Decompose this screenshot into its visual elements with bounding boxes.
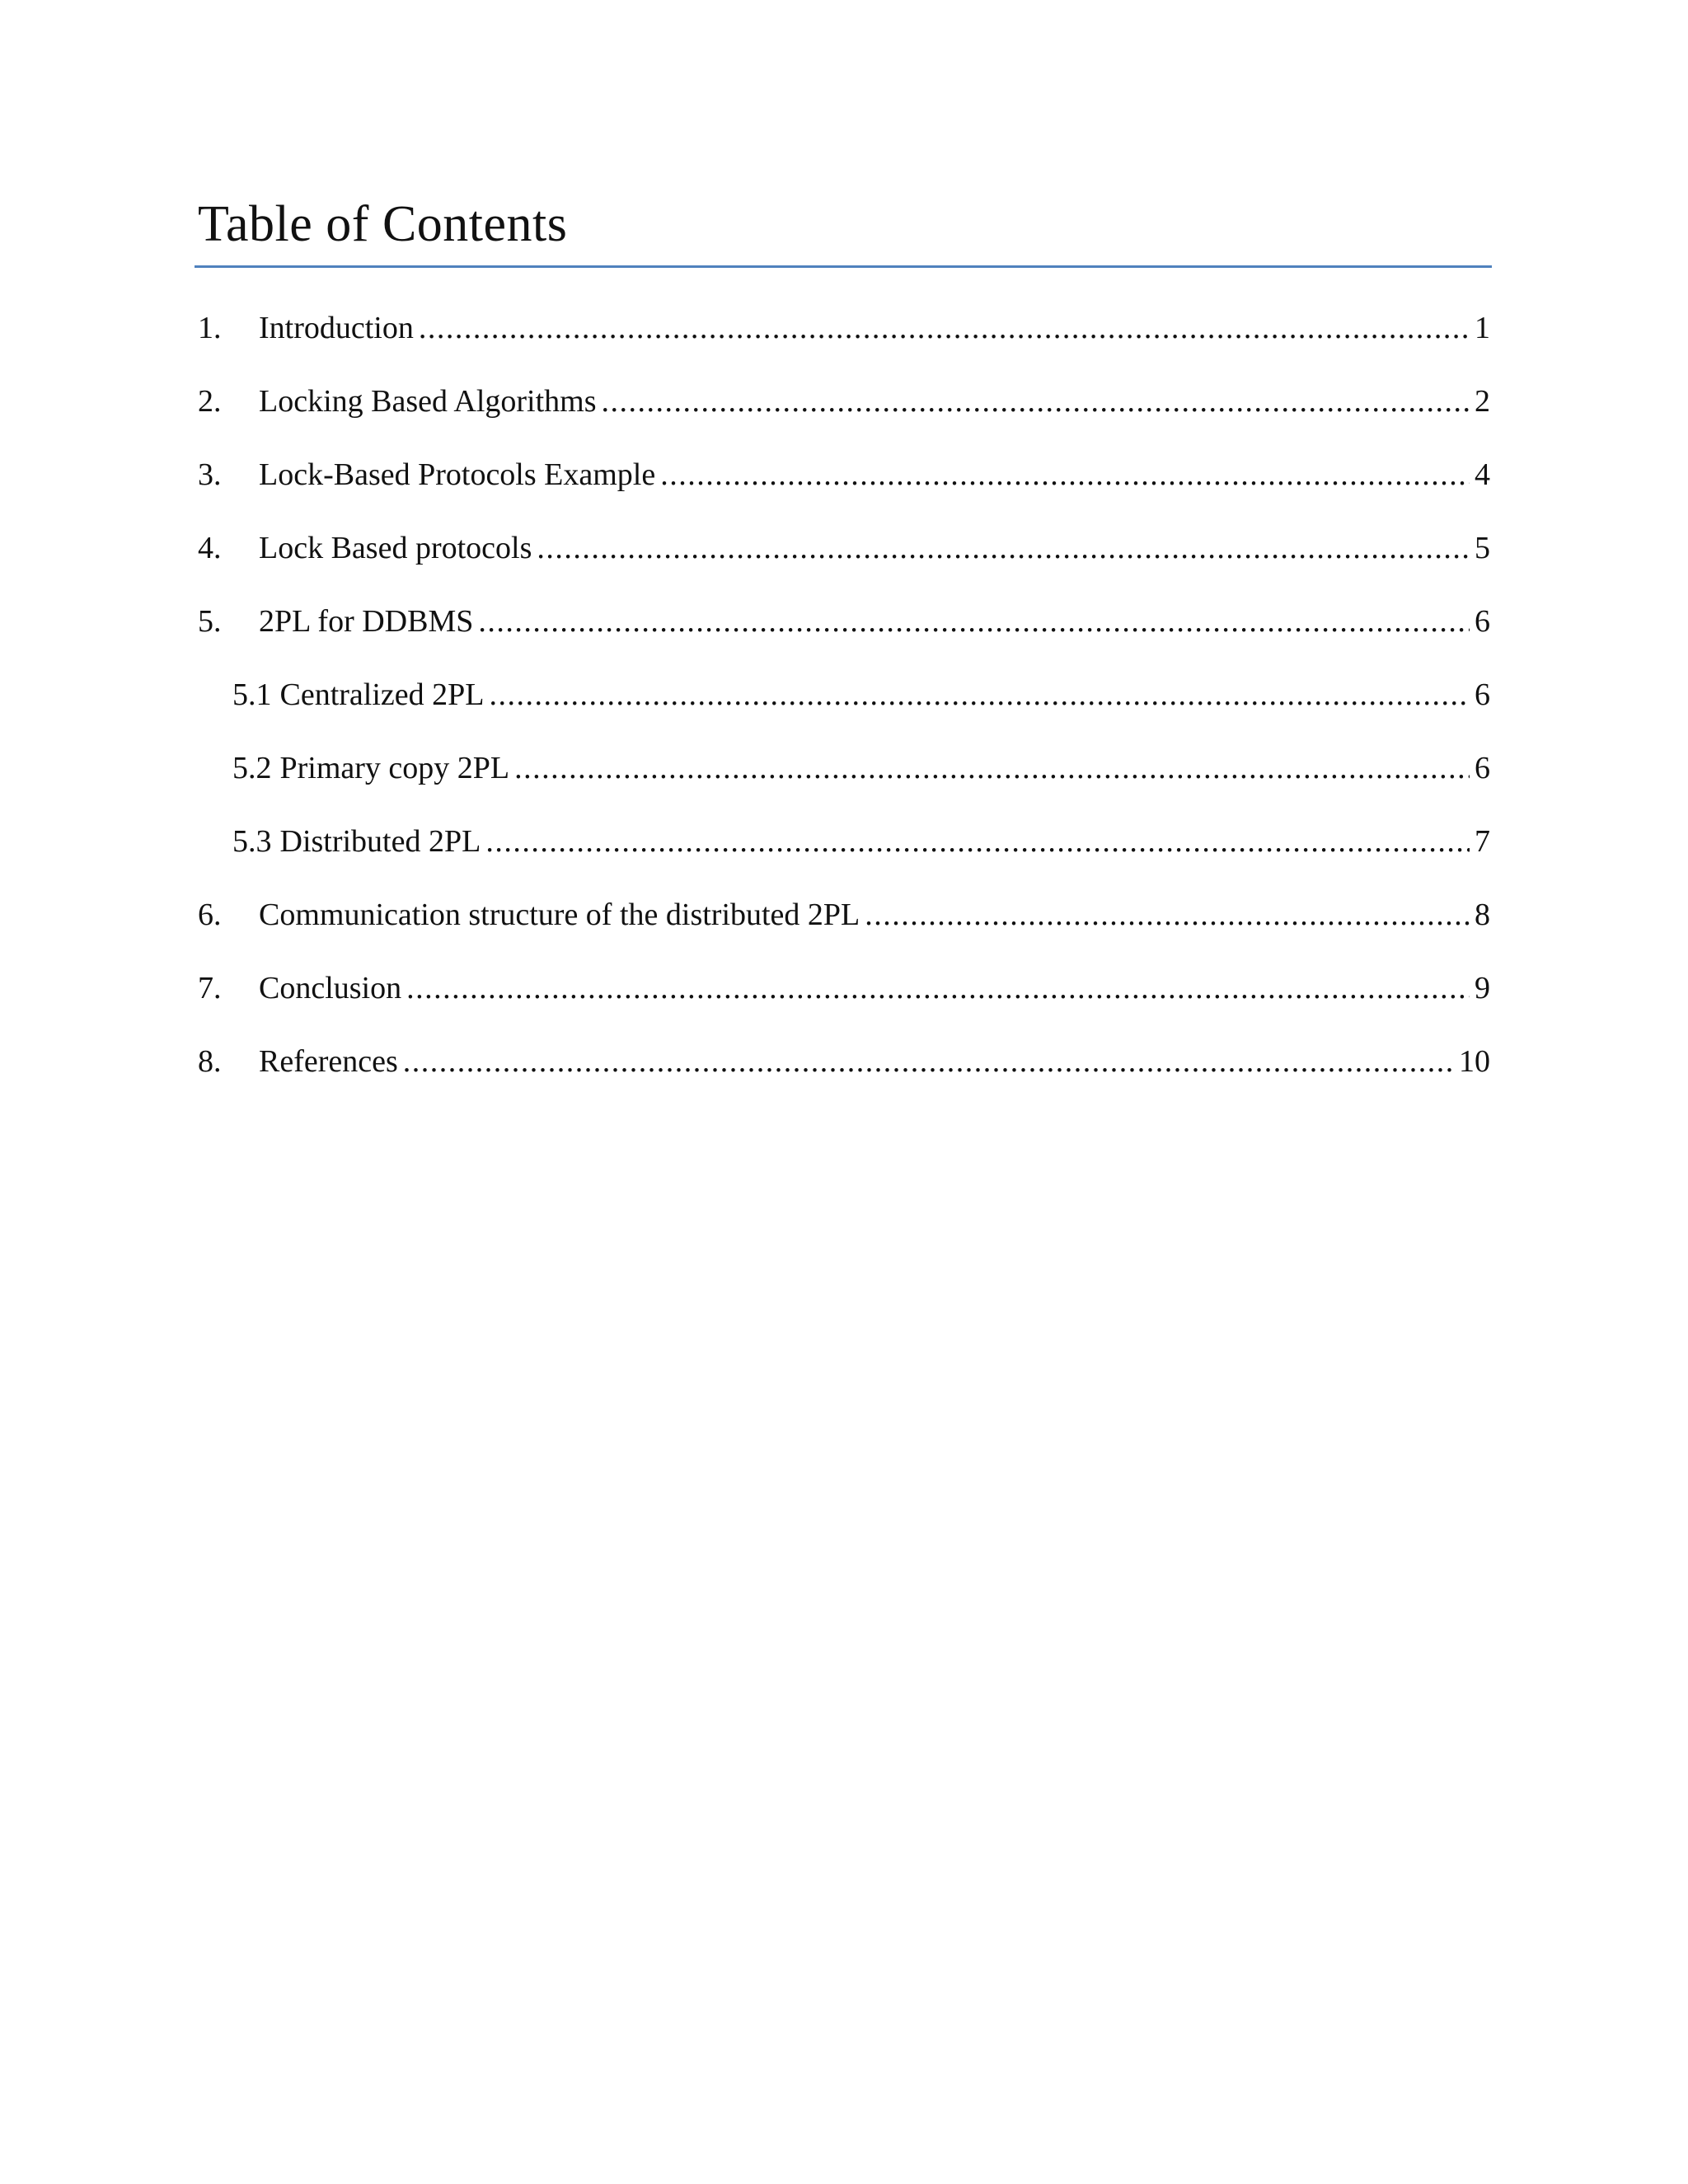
toc-entry-title: Lock-Based Protocols Example — [259, 457, 656, 492]
toc-entry-number: 2. — [198, 384, 222, 419]
toc-entry-2pl-for-ddbms[interactable] — [198, 602, 1490, 675]
toc-entry-number: 5.1 — [232, 677, 272, 712]
toc-entry-number: 6. — [198, 898, 222, 932]
toc-entry-title: Locking Based Algorithms — [259, 384, 597, 419]
toc-entry-introduction[interactable] — [198, 308, 1490, 382]
toc-entry-centralized-2pl[interactable] — [198, 675, 1490, 748]
toc-entry-page: 9 — [1475, 971, 1490, 1005]
toc-entry-number: 5.3 — [232, 824, 272, 859]
toc-dot-leader — [485, 822, 1470, 861]
toc-entry-communication-structure[interactable] — [198, 895, 1490, 968]
heading-underline — [195, 265, 1492, 268]
toc-heading: Table of Contents — [198, 196, 568, 252]
toc-entry-number: 5.2 — [232, 751, 272, 785]
toc-entry-title: 2PL for DDBMS — [259, 604, 474, 639]
toc-dot-leader — [489, 675, 1470, 715]
toc-entry-locking-based-algorithms[interactable] — [198, 382, 1490, 455]
toc-entry-lock-based-protocols[interactable] — [198, 528, 1490, 602]
toc-entry-title: Primary copy 2PL — [279, 751, 510, 785]
toc-dot-leader — [537, 528, 1470, 568]
toc-dot-leader — [406, 968, 1470, 1008]
toc-entry-title: Conclusion — [259, 971, 402, 1005]
toc-entry-page: 4 — [1475, 457, 1490, 492]
toc-entry-page: 8 — [1475, 898, 1490, 932]
toc-entry-title: Distributed 2PL — [279, 824, 481, 859]
toc-entry-title: Introduction — [259, 311, 414, 345]
toc-dot-leader — [865, 895, 1470, 935]
toc-entry-title: Lock Based protocols — [259, 531, 532, 565]
toc-entry-number: 5. — [198, 604, 222, 639]
toc-list — [198, 308, 1490, 1115]
toc-entry-number: 3. — [198, 457, 222, 492]
toc-entry-title: Centralized 2PL — [279, 677, 485, 712]
toc-dot-leader — [514, 748, 1470, 788]
toc-entry-page: 2 — [1475, 384, 1490, 419]
toc-entry-lock-based-protocols-example[interactable] — [198, 455, 1490, 528]
toc-dot-leader — [478, 602, 1470, 641]
toc-dot-leader — [660, 455, 1470, 494]
toc-entry-page: 7 — [1475, 824, 1490, 859]
toc-entry-page: 5 — [1475, 531, 1490, 565]
toc-entry-number: 7. — [198, 971, 222, 1005]
toc-entry-number: 1. — [198, 311, 222, 345]
toc-entry-distributed-2pl[interactable] — [198, 822, 1490, 895]
toc-entry-number: 8. — [198, 1044, 222, 1079]
toc-entry-title: References — [259, 1044, 398, 1079]
toc-entry-page: 1 — [1475, 311, 1490, 345]
toc-entry-references[interactable] — [198, 1042, 1490, 1115]
toc-dot-leader — [602, 382, 1470, 421]
toc-entry-primary-copy-2pl[interactable] — [198, 748, 1490, 822]
toc-entry-page: 6 — [1475, 604, 1490, 639]
toc-entry-number: 4. — [198, 531, 222, 565]
toc-entry-conclusion[interactable] — [198, 968, 1490, 1042]
toc-entry-page: 10 — [1459, 1044, 1490, 1079]
toc-entry-page: 6 — [1475, 751, 1490, 785]
toc-dot-leader — [403, 1042, 1454, 1081]
toc-dot-leader — [419, 308, 1470, 348]
toc-entry-title: Communication structure of the distributed 2PL — [259, 898, 860, 932]
toc-entry-page: 6 — [1475, 677, 1490, 712]
